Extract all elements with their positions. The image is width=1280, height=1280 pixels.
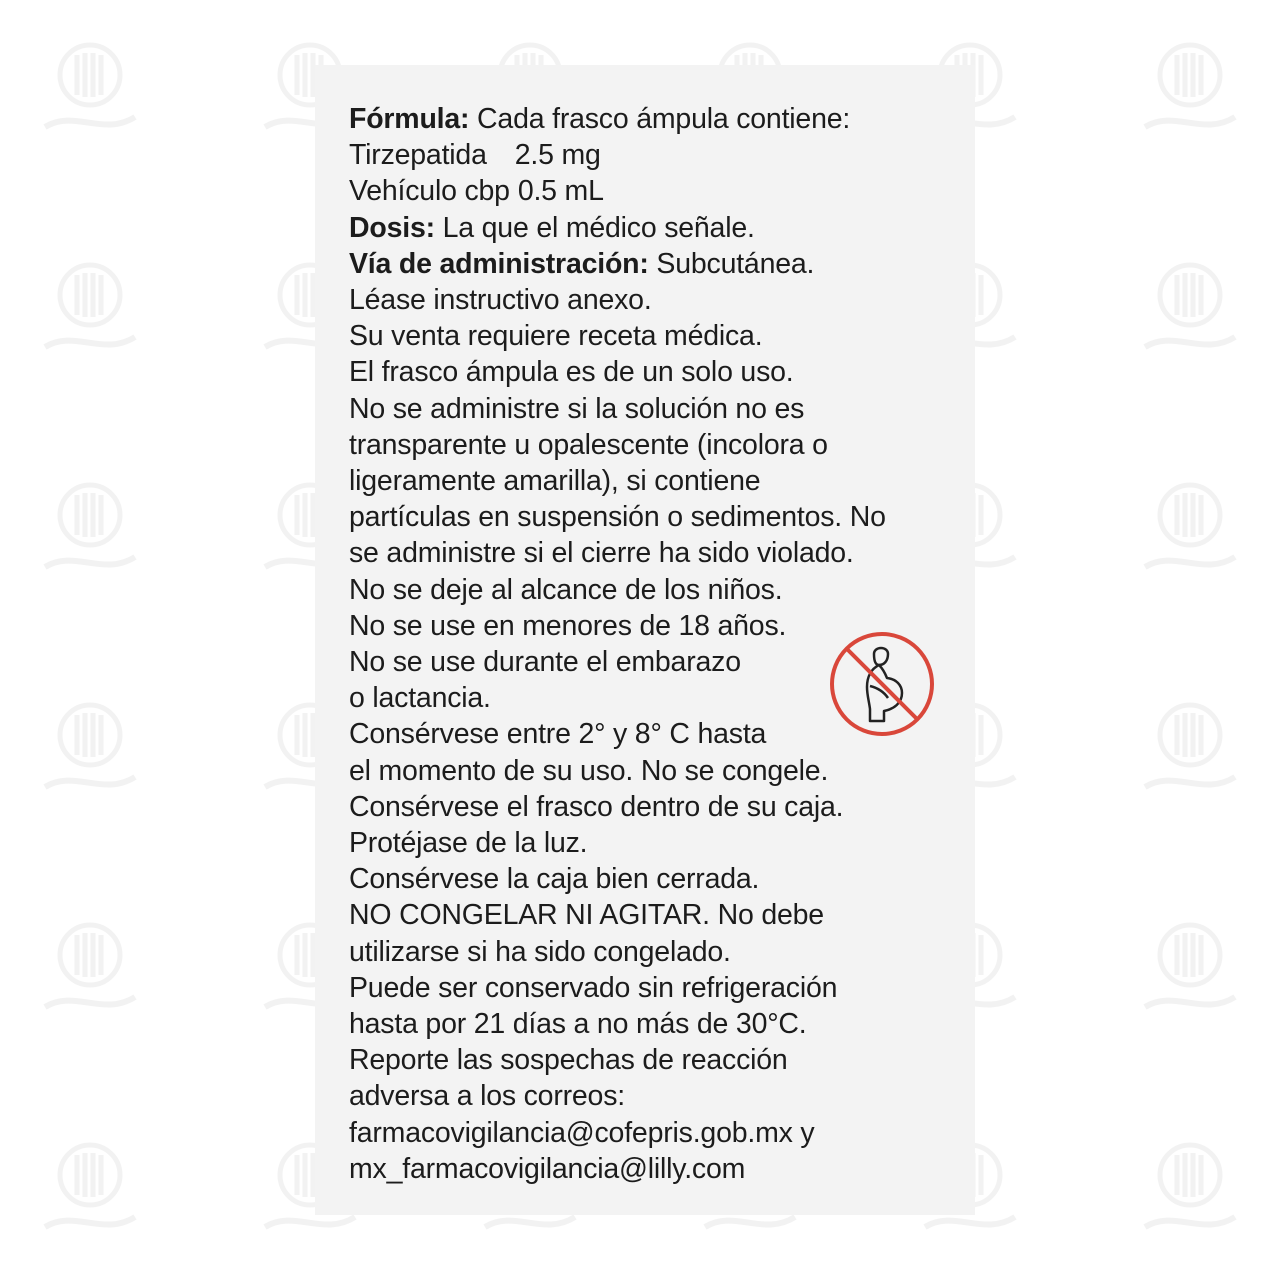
formula-title: Fórmula: <box>349 103 470 135</box>
formula-text: Cada frasco ámpula contiene: <box>469 103 851 135</box>
via-line <box>349 246 949 282</box>
watermark-logo <box>35 1135 145 1245</box>
label-line: adversa a los correos: <box>349 1080 625 1113</box>
label-line: el momento de su uso. No se congele. <box>349 754 829 787</box>
label-line: se administre si el cierre ha sido violado. <box>349 537 854 570</box>
label-line: Protéjase de la luz. <box>349 827 588 860</box>
watermark-logo <box>1135 1135 1245 1245</box>
no-pregnancy-icon <box>826 628 938 740</box>
label-line: transparente u opalescente (incolora o <box>349 428 828 461</box>
composition-line <box>349 137 949 173</box>
label-line: Su venta requiere receta médica. <box>349 320 763 353</box>
label-line: NO CONGELAR NI AGITAR. No debe <box>349 899 824 932</box>
via-text: Subcutánea. <box>648 247 815 280</box>
label-line: No se administre si la solución no es <box>349 392 805 425</box>
watermark-logo <box>1135 35 1245 145</box>
label-line: Léase instructivo anexo. <box>349 284 652 317</box>
label-line: mx_farmacovigilancia@lilly.com <box>349 1152 746 1185</box>
watermark-logo <box>35 35 145 145</box>
label-line: hasta por 21 días a no más de 30°C. <box>349 1008 807 1041</box>
watermark-logo <box>1135 915 1245 1025</box>
dosis-title: Dosis: <box>349 211 435 244</box>
composition-line <box>349 173 949 209</box>
label-line: partículas en suspensión o sedimentos. No <box>349 501 886 534</box>
label-line: Puede ser conservado sin refrigeración <box>349 971 838 1004</box>
composition-value: 0.5 mL <box>517 175 604 208</box>
label-line: o lactancia. <box>349 682 491 715</box>
composition-value: 2.5 mg <box>514 139 601 172</box>
watermark-logo <box>35 915 145 1025</box>
dosis-line <box>349 210 949 246</box>
label-line: El frasco ámpula es de un solo uso. <box>349 356 794 389</box>
watermark-logo <box>35 255 145 365</box>
watermark-logo <box>1135 255 1245 365</box>
watermark-logo <box>1135 475 1245 585</box>
watermark-logo <box>35 695 145 805</box>
watermark-logo <box>1135 695 1245 805</box>
dosis-text: La que el médico señale. <box>434 211 755 244</box>
label-line: farmacovigilancia@cofepris.gob.mx y <box>349 1116 815 1149</box>
label-line: Consérvese entre 2° y 8° C hasta <box>349 718 767 751</box>
watermark-logo <box>35 475 145 585</box>
composition-name: Vehículo cbp <box>349 175 510 208</box>
label-line: Reporte las sospechas de reacción <box>349 1044 788 1077</box>
label-line: No se use en menores de 18 años. <box>349 609 787 642</box>
label-line: ligeramente amarilla), si contiene <box>349 465 761 498</box>
label-line: No se deje al alcance de los niños. <box>349 573 783 606</box>
label-line: Consérvese el frasco dentro de su caja. <box>349 790 844 823</box>
label-line: No se use durante el embarazo <box>349 646 741 679</box>
composition-name: Tirzepatida <box>349 139 487 172</box>
via-title: Vía de administración: <box>349 247 649 280</box>
label-line: utilizarse si ha sido congelado. <box>349 935 731 968</box>
formula-line <box>349 101 949 137</box>
label-line: Consérvese la caja bien cerrada. <box>349 863 760 896</box>
